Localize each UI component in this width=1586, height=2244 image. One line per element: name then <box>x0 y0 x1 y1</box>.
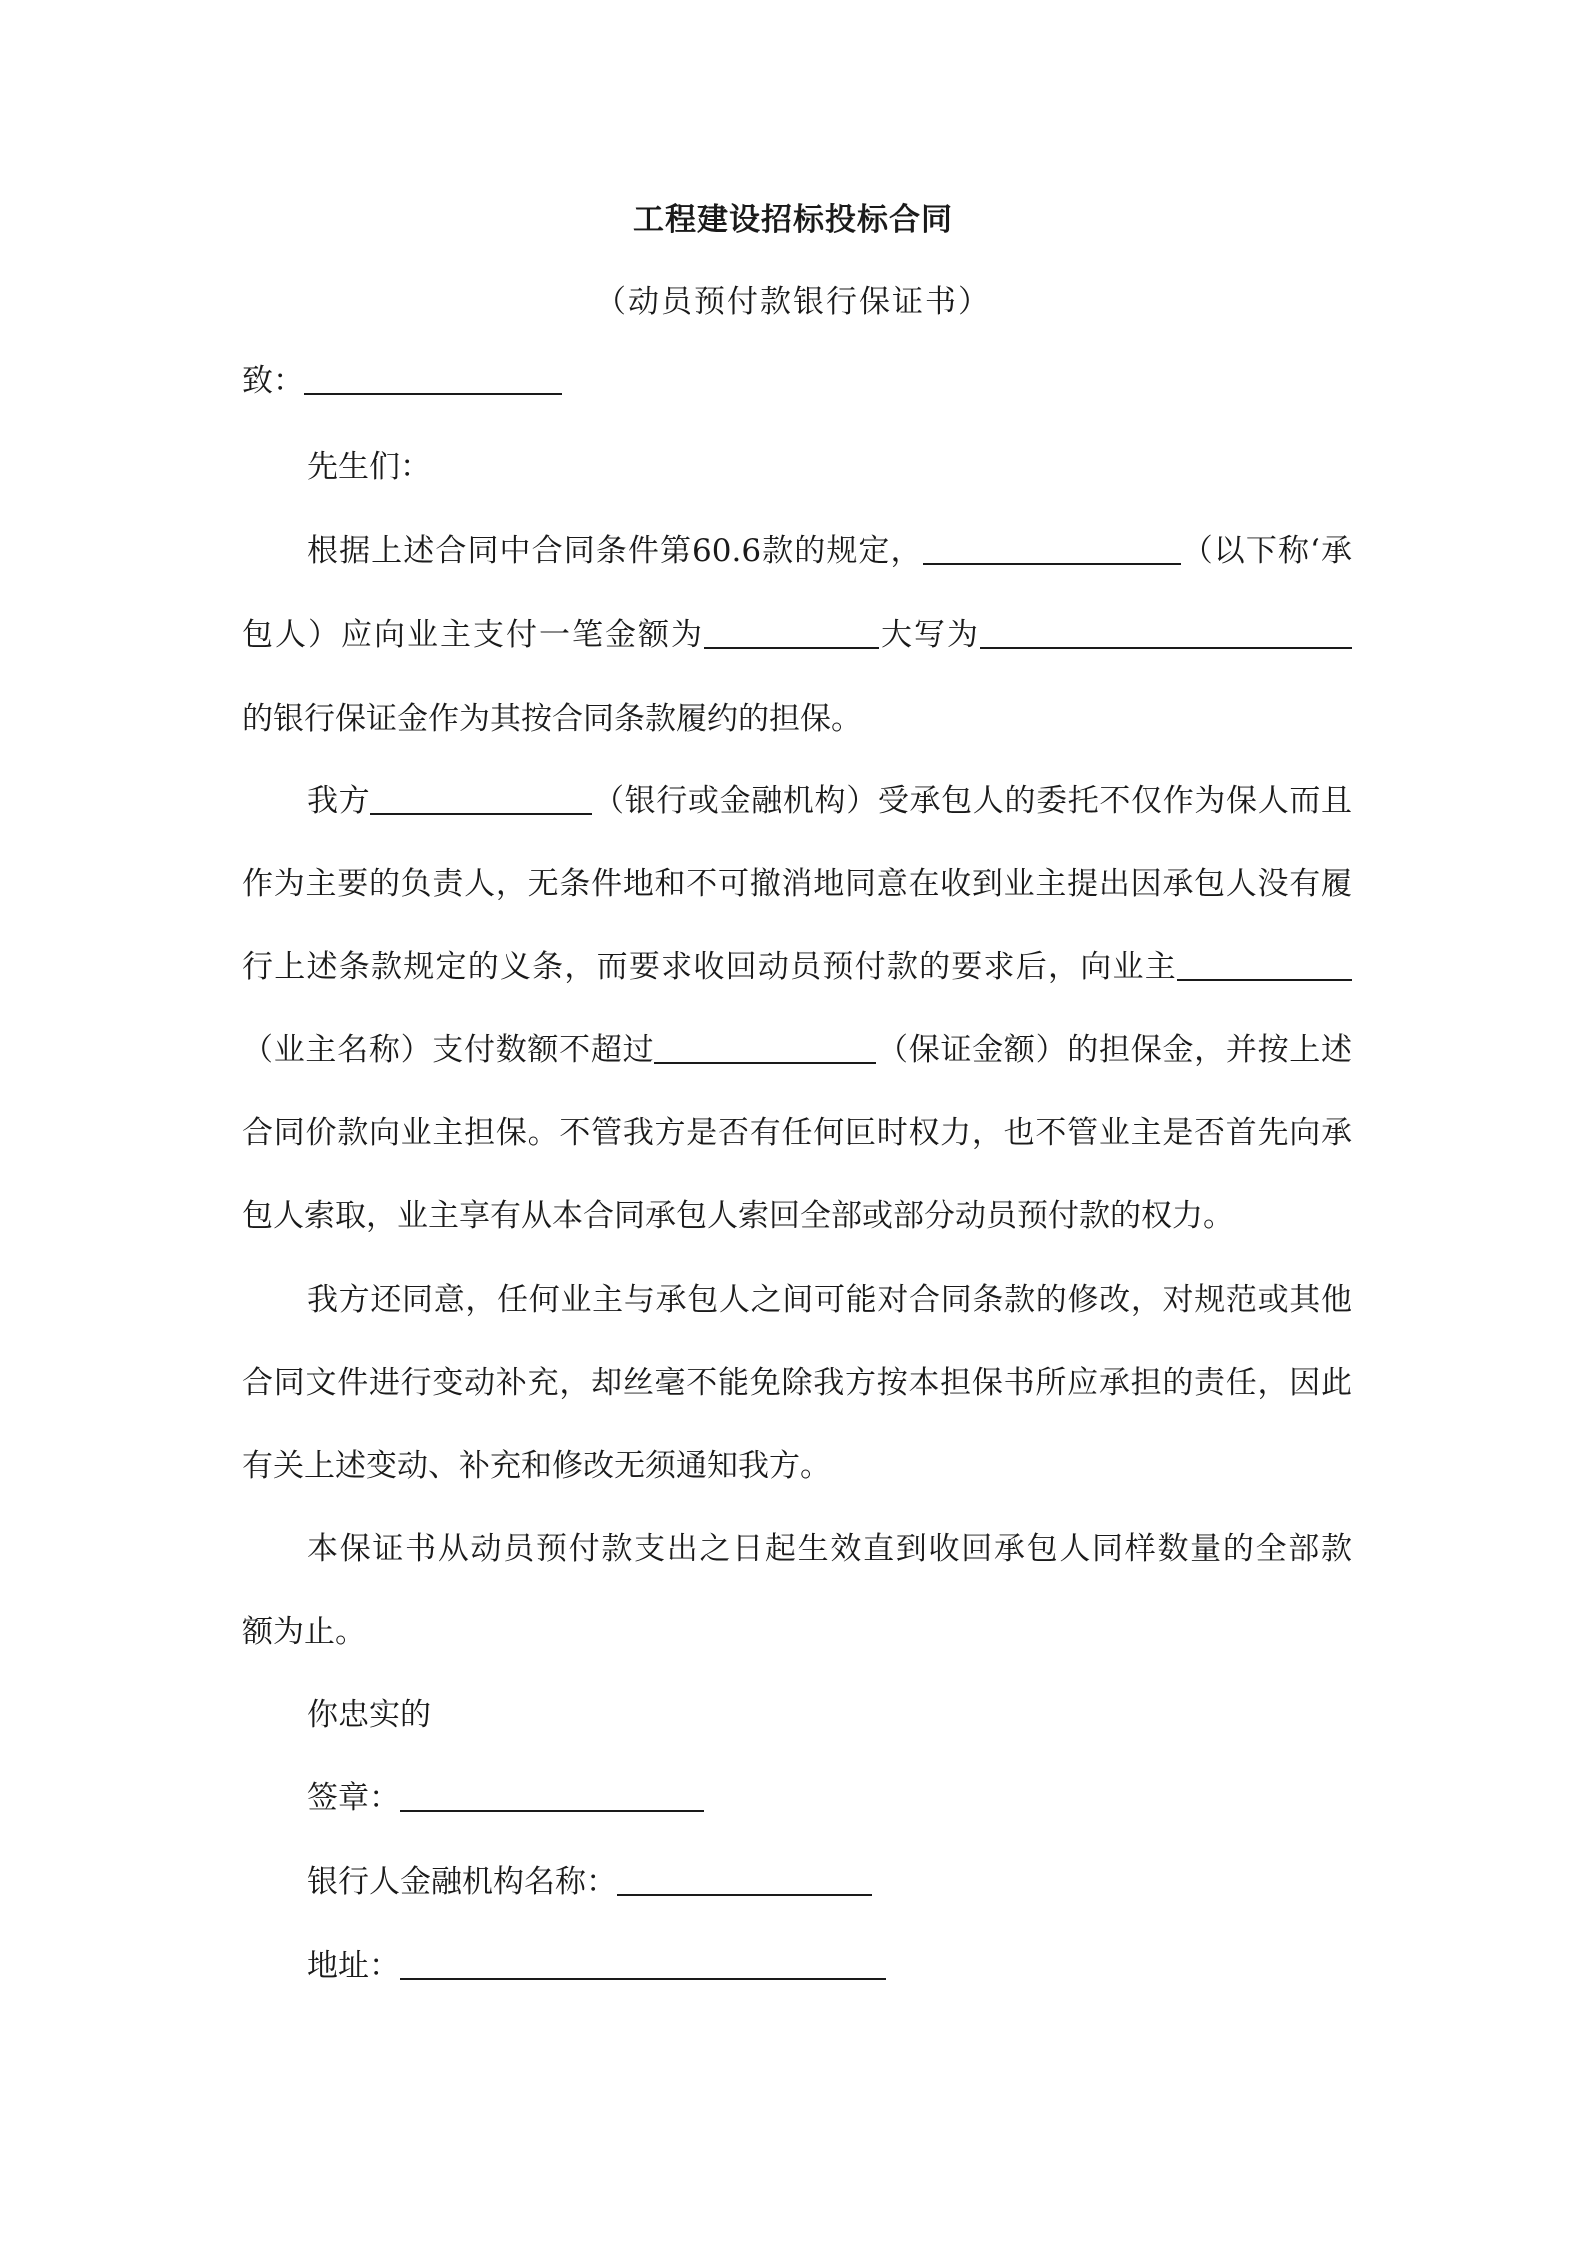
p2-line-6: 包人索取，业主享有从本合同承包人索回全部或部分动员预付款的权力。 <box>242 1198 1234 1234</box>
address-blank[interactable] <box>400 1944 886 1980</box>
p1-line-1: 根据上述合同中合同条件第60.6款的规定， （以下称‘承 <box>307 526 1352 576</box>
guarantee-amount-blank[interactable] <box>654 1028 876 1064</box>
p2-line-1: 我方 （银行或金融机构）受承包人的委托不仅作为保人而且 <box>307 776 1352 826</box>
contractor-blank[interactable] <box>923 529 1181 565</box>
p2-line-4: （业主名称）支付数额不超过 （保证金额）的担保金，并按上述 <box>242 1025 1352 1075</box>
document-subtitle: （动员预付款银行保证书） <box>595 284 991 320</box>
employer-blank[interactable] <box>1177 945 1352 981</box>
p3-line-3: 有关上述变动、补充和修改无须通知我方。 <box>242 1448 831 1484</box>
amount-in-words-blank[interactable] <box>980 613 1352 649</box>
bank-blank[interactable] <box>370 779 592 815</box>
signature-blank[interactable] <box>400 1776 704 1812</box>
bank-name-blank[interactable] <box>617 1860 872 1896</box>
p4-line-1: 本保证书从动员预付款支出之日起生效直到收回承包人同样数量的全部款 <box>307 1531 1352 1567</box>
signature-label: 签章： <box>307 1780 400 1816</box>
addressee-blank[interactable] <box>304 359 562 395</box>
amount-blank[interactable] <box>704 613 879 649</box>
bank-name-label: 银行人金融机构名称： <box>307 1864 617 1900</box>
p3-line-1: 我方还同意，任何业主与承包人之间可能对合同条款的修改，对规范或其他 <box>307 1282 1352 1318</box>
address-label: 地址： <box>307 1948 400 1984</box>
p2-line-3: 行上述条款规定的义条，而要求收回动员预付款的要求后，向业主 <box>242 942 1352 992</box>
signature-line <box>307 1773 1352 1823</box>
p1-line-3: 的银行保证金作为其按合同条款履约的担保。 <box>242 701 862 737</box>
document-title: 工程建设招标投标合同 <box>633 202 953 238</box>
to-label: 致： <box>242 363 304 399</box>
p3-line-2: 合同文件进行变动补充，却丝毫不能免除我方按本担保书所应承担的责任，因此 <box>242 1365 1352 1401</box>
p1-line-2: 包人）应向业主支付一笔金额为 大写为 <box>242 610 1352 660</box>
p2-line-2: 作为主要的负责人，无条件地和不可撤消地同意在收到业主提出因承包人没有履 <box>242 866 1352 902</box>
closing: 你忠实的 <box>307 1697 431 1733</box>
bank-name-line <box>307 1857 1352 1907</box>
salutation: 先生们： <box>307 449 431 485</box>
address-line <box>307 1941 1352 1991</box>
p4-line-2: 额为止。 <box>242 1614 366 1650</box>
p2-line-5: 合同价款向业主担保。不管我方是否有任何叵时权力，也不管业主是否首先向承 <box>242 1115 1352 1151</box>
addressee-line <box>242 356 1352 406</box>
